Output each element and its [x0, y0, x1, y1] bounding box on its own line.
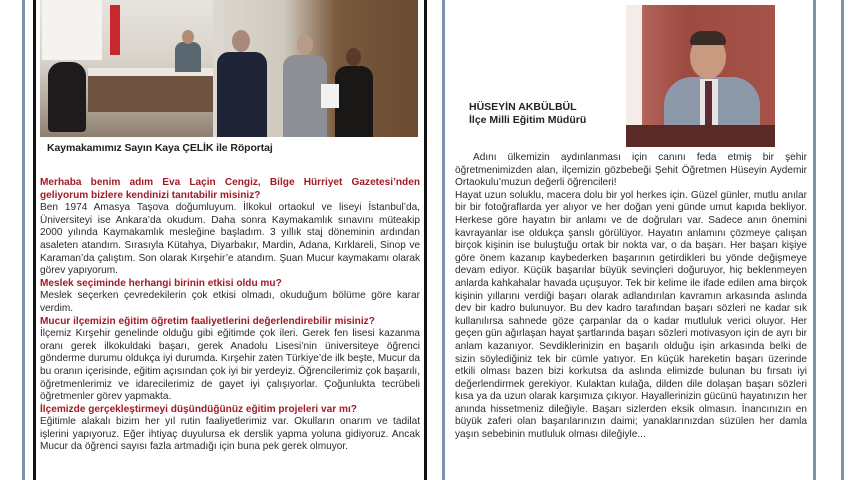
office-photo — [40, 0, 213, 137]
director-title: İlçe Milli Eğitim Müdürü — [469, 114, 587, 126]
interview-answer: Ben 1974 Amasya Taşova doğumluyum. İlkokul ortaokul ve liseyi İstanbul’da, Üniversiteyi ise Ankara’da okudum. Daha sonra Kaymakamlık sınavını müteakip 2000 yılında Kaymakamlık mesleğine başladım. 3 yıllık staj döneminin ardından asaleten atandım. Sırasıyla Kütahya, Diyarbakır, Mardin, Adana, Kırklareli, Sinop ve Karaman’da çalıştım. Son olarak Kırşehir’e atandım. Şuan Mucur kaymakamı olarak görev yapıyorum. — [40, 202, 420, 277]
director-message-body — [455, 152, 807, 442]
director-name: HÜSEYİN AKBÜLBÜL — [469, 101, 577, 113]
director-name-block — [469, 101, 586, 127]
interview-question: Mucur ilçemizin eğitim öğretim faaliyetlerini değerlendirebilir misiniz? — [40, 315, 375, 327]
director-portrait — [626, 5, 775, 147]
interview-article — [37, 0, 423, 480]
message-paragraph: Adını ülkemizin aydınlanması için canını feda etmiş bir şehir öğretmenimizden alan, ilçemizin gözbebeği Şehit Öğretmen Hüseyin Aydemir Ortaokulu’muzun değerli öğrencileri! — [455, 152, 807, 189]
interview-answer: Eğitimle alakalı bizim her yıl rutin faaliyetlerimiz var. Okulların onarım ve tadilat işlerini yapıyoruz. Eğer ihtiyaç duyulursa ek derslik yapma yoluna gidiyoruz. Ancak Mucur da öğrenci sayısı fazla artmadığı için buna pek gerek olmuyor. — [40, 416, 420, 453]
interview-answer: Meslek seçerken çevredekilerin çok etkisi olmadı, okuduğum bölüme göre karar verdim. — [40, 290, 420, 314]
left-article-border-left — [33, 0, 36, 480]
director-message-article — [447, 0, 813, 480]
interview-answer: İlçemiz Kırşehir genelinde olduğu gibi eğitimde çok ileri. Gerek fen lisesi kazanma oranı gerek ilkokuldaki başarı, gerek Anadolu Lisesi’nin üniversiteye öğrenci gönderme durumu oldukça iyi durumda. Kırşehir zaten Türkiye’de ilk beşte, Mucur da bu oranın içerisinde, eğitim açısından çok iyi bir yerdeyiz. Öğrencilerimiz çok başarılı, öğretmenlerimiz ve idarecilerimiz de gayet iyi çalışıyorlar. Çoğunlukta tecrübeli öğretmenler görev yapmakta. — [40, 328, 420, 403]
interview-question: Merhaba benim adım Eva Laçin Cengiz, Bilge Hürriyet Gazetesi’nden geliyorum bizlere kendinizi tanıtabilir misiniz? — [40, 177, 420, 201]
interview-photo — [40, 0, 418, 137]
left-article-border-right — [424, 0, 427, 480]
right-article-border-left — [442, 0, 445, 480]
right-article-border-right — [813, 0, 816, 480]
interview-question: Meslek seçiminde herhangi birinin etkisi oldu mu? — [40, 277, 282, 289]
handover-photo — [213, 0, 418, 137]
message-paragraph: Hayat uzun soluklu, macera dolu bir yol herkes için. Güzel günler, mutlu anılar bir bir fotoğraflarda yer alıyor ve her doğan yeni günde umut kapıda bekliyor. Herkese göre hayatın bir anlamı ve de doğruları var. Sadece anın önemini kavrayanlar ise oldukça şanslı görülüyor. Hayatın anlamını çözmeye çalışan birçok kişinin ise buluştuğu ortak bir nokta var, o da başarı. Her başarı kişiye göre önem kazanıp kaybederken başarının getirdikleri bu yönde değişmeye devam ediyor. Küçük başarılar büyük sevinçleri doğuruyor, hiç beklenmeyen anlarda kahkahalar havada uçuşuyor. Tek bir kelime ile ifade edilen ama birçok kişinin yıllarını verdiği başarı olarak adlandırılan kavramın arkasında aslında dev bir kadro bulunuyor. Bu dev kadro tarafından başarı sözleri ne kadar sık kullanılırsa sahnede göze çarpanlar da o kadar mutluluk verici oluyor. Her geçen gün ağırlaşan hayat şartlarında başarı sözleri motivasyon için de ayrı bir anlam kazanıyor. Sevdiklerinizin en başarılı olduğu işin arkasında belki de sizin söylediğiniz tek bir cümle yatıyor. En küçük hareketin başarı üzerinde etkili olması bazen bizi korkutsa da aslında elimizde bulunan bu fırsatı iyi değerlendirmek gerekiyor. Kulaktan kulağa, dilden dile dolaşan başarı sözleri kısa ya da uzun olarak karşımıza çıkıyor. Hayallerinizin gücünü hayatınızın her anında hissetmeniz dileğiyle. Başarı sizlerden eksik olmasın. İnancınızın en büyük zaferi olan başarılarınızın daimi; yanaklarınızdan süzülen her damla yaşın sebebinin mutluluk olması dileğiyle... — [455, 189, 807, 441]
interview-caption: Kaymakamımız Sayın Kaya ÇELİK ile Röportaj — [47, 142, 273, 154]
interview-body — [40, 177, 420, 454]
page-frame-right — [841, 0, 844, 480]
interview-question: İlçemizde gerçekleştirmeyi düşündüğünüz eğitim projeleri var mı? — [40, 403, 357, 415]
page-frame-left — [22, 0, 25, 480]
